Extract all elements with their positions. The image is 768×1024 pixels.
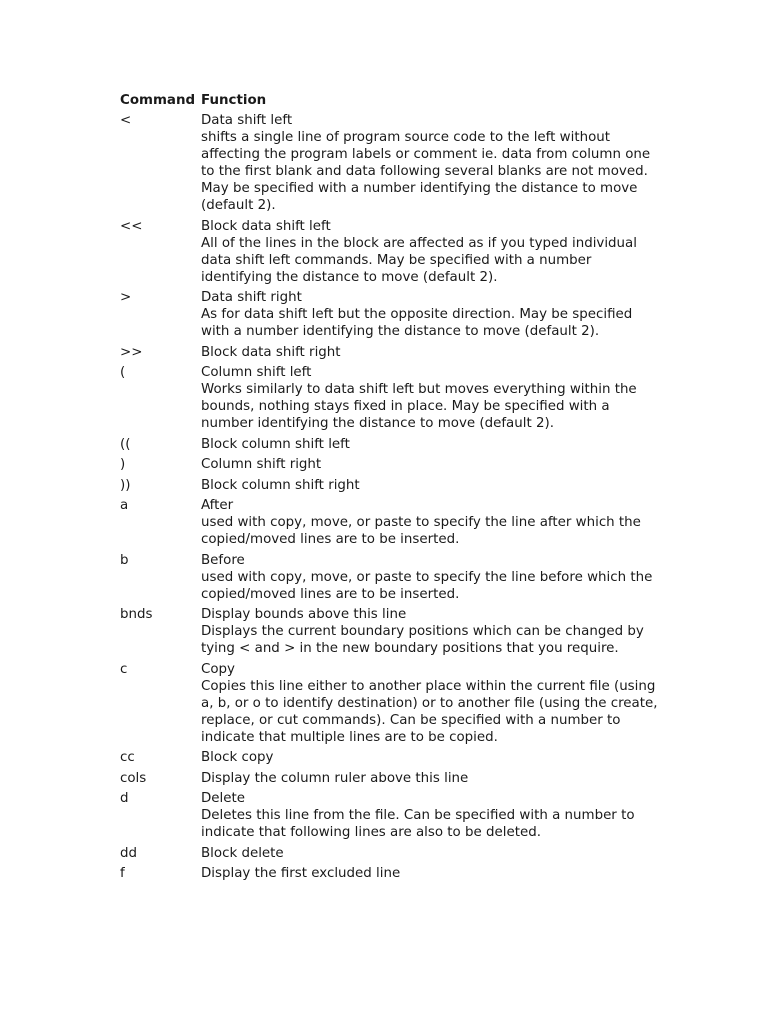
command-code: cc	[120, 750, 135, 765]
command-function	[201, 364, 660, 432]
command-row	[120, 770, 660, 787]
command-row	[120, 218, 660, 286]
command-code: ))	[120, 477, 131, 493]
command-code: c	[120, 661, 128, 677]
function-name: Delete	[201, 791, 245, 806]
command-function	[201, 112, 660, 214]
function-name: Block data shift right	[201, 344, 341, 360]
command-row	[120, 606, 660, 657]
command-function	[201, 436, 660, 453]
function-name: Copy	[201, 661, 235, 677]
command-function	[201, 865, 660, 882]
command-function	[201, 845, 660, 862]
function-name: Block column shift left	[201, 436, 350, 452]
document-page	[120, 92, 660, 886]
command-code: cols	[120, 770, 147, 786]
function-name: Data shift right	[201, 290, 302, 305]
command-code: bnds	[120, 607, 153, 622]
command-list	[120, 112, 660, 882]
command-code: ((	[120, 436, 131, 452]
command-row	[120, 289, 660, 340]
command-function	[201, 477, 660, 494]
command-function	[201, 790, 660, 841]
function-description: shifts a single line of program source code to the left without affecting the program labels or comment ie. data from column one to the first blank and data following several blanks are not moved. May be specified with a number identifying the distance to move (default 2).	[201, 130, 651, 213]
function-description: Works similarly to data shift left but moves everything within the bounds, nothing stays fixed in place. May be specified with a number identifying the distance to move (default 2).	[201, 382, 637, 431]
command-row	[120, 456, 660, 473]
command-row	[120, 112, 660, 214]
function-description: As for data shift left but the opposite direction. May be specified with a number identifying the distance to move (default 2).	[201, 307, 633, 339]
command-code: <<	[120, 218, 143, 234]
table-header	[120, 92, 660, 110]
command-function	[201, 606, 660, 657]
command-row	[120, 497, 660, 548]
function-name: Block column shift right	[201, 477, 360, 493]
command-function	[201, 218, 660, 286]
function-name: Display bounds above this line	[201, 607, 407, 622]
command-code: >	[120, 290, 132, 305]
function-description: Deletes this line from the file. Can be specified with a number to indicate that following lines are also to be deleted.	[201, 808, 635, 840]
function-name: Block delete	[201, 845, 284, 861]
command-code: a	[120, 498, 129, 513]
command-row	[120, 790, 660, 841]
function-name: Column shift right	[201, 457, 322, 472]
command-code: <	[120, 113, 132, 128]
function-name: After	[201, 498, 234, 513]
command-row	[120, 865, 660, 882]
command-function	[201, 289, 660, 340]
command-function	[201, 661, 660, 746]
command-code: >>	[120, 344, 143, 360]
command-row	[120, 552, 660, 603]
function-description: Copies this line either to another place within the current file (using a, b, or o to identify destination) or to another file (using the create, replace, or cut commands). Can be specified with a number to indicate that multiple lines are to be copied.	[201, 678, 658, 745]
function-name: Block copy	[201, 750, 274, 765]
command-code: f	[120, 866, 125, 881]
function-name: Block data shift left	[201, 218, 331, 234]
command-row	[120, 845, 660, 862]
function-name: Column shift left	[201, 365, 312, 380]
command-code: d	[120, 791, 129, 806]
command-function	[201, 749, 660, 766]
function-name: Display the column ruler above this line	[201, 770, 469, 786]
command-row	[120, 436, 660, 453]
command-row	[120, 344, 660, 361]
command-function	[201, 497, 660, 548]
command-row	[120, 661, 660, 746]
command-row	[120, 477, 660, 494]
command-code: b	[120, 552, 129, 568]
command-code: dd	[120, 845, 137, 861]
command-function	[201, 552, 660, 603]
header-function: Function	[201, 93, 267, 108]
command-code: )	[120, 457, 126, 472]
function-name: Data shift left	[201, 113, 293, 128]
function-name: Display the first excluded line	[201, 866, 401, 881]
function-description: used with copy, move, or paste to specify the line after which the copied/moved lines are to be inserted.	[201, 515, 641, 547]
command-function	[201, 770, 660, 787]
command-row	[120, 749, 660, 766]
function-name: Before	[201, 552, 245, 568]
function-description: All of the lines in the block are affected as if you typed individual data shift left commands. May be specified with a number identifying the distance to move (default 2).	[201, 235, 637, 285]
command-row	[120, 364, 660, 432]
command-function	[201, 456, 660, 473]
function-description: Displays the current boundary positions which can be changed by tying < and > in the new boundary positions that you require.	[201, 624, 644, 656]
header-command: Command	[120, 93, 196, 108]
command-code: (	[120, 365, 126, 380]
command-function	[201, 344, 660, 361]
function-description: used with copy, move, or paste to specify the line before which the copied/moved lines are to be inserted.	[201, 569, 653, 602]
